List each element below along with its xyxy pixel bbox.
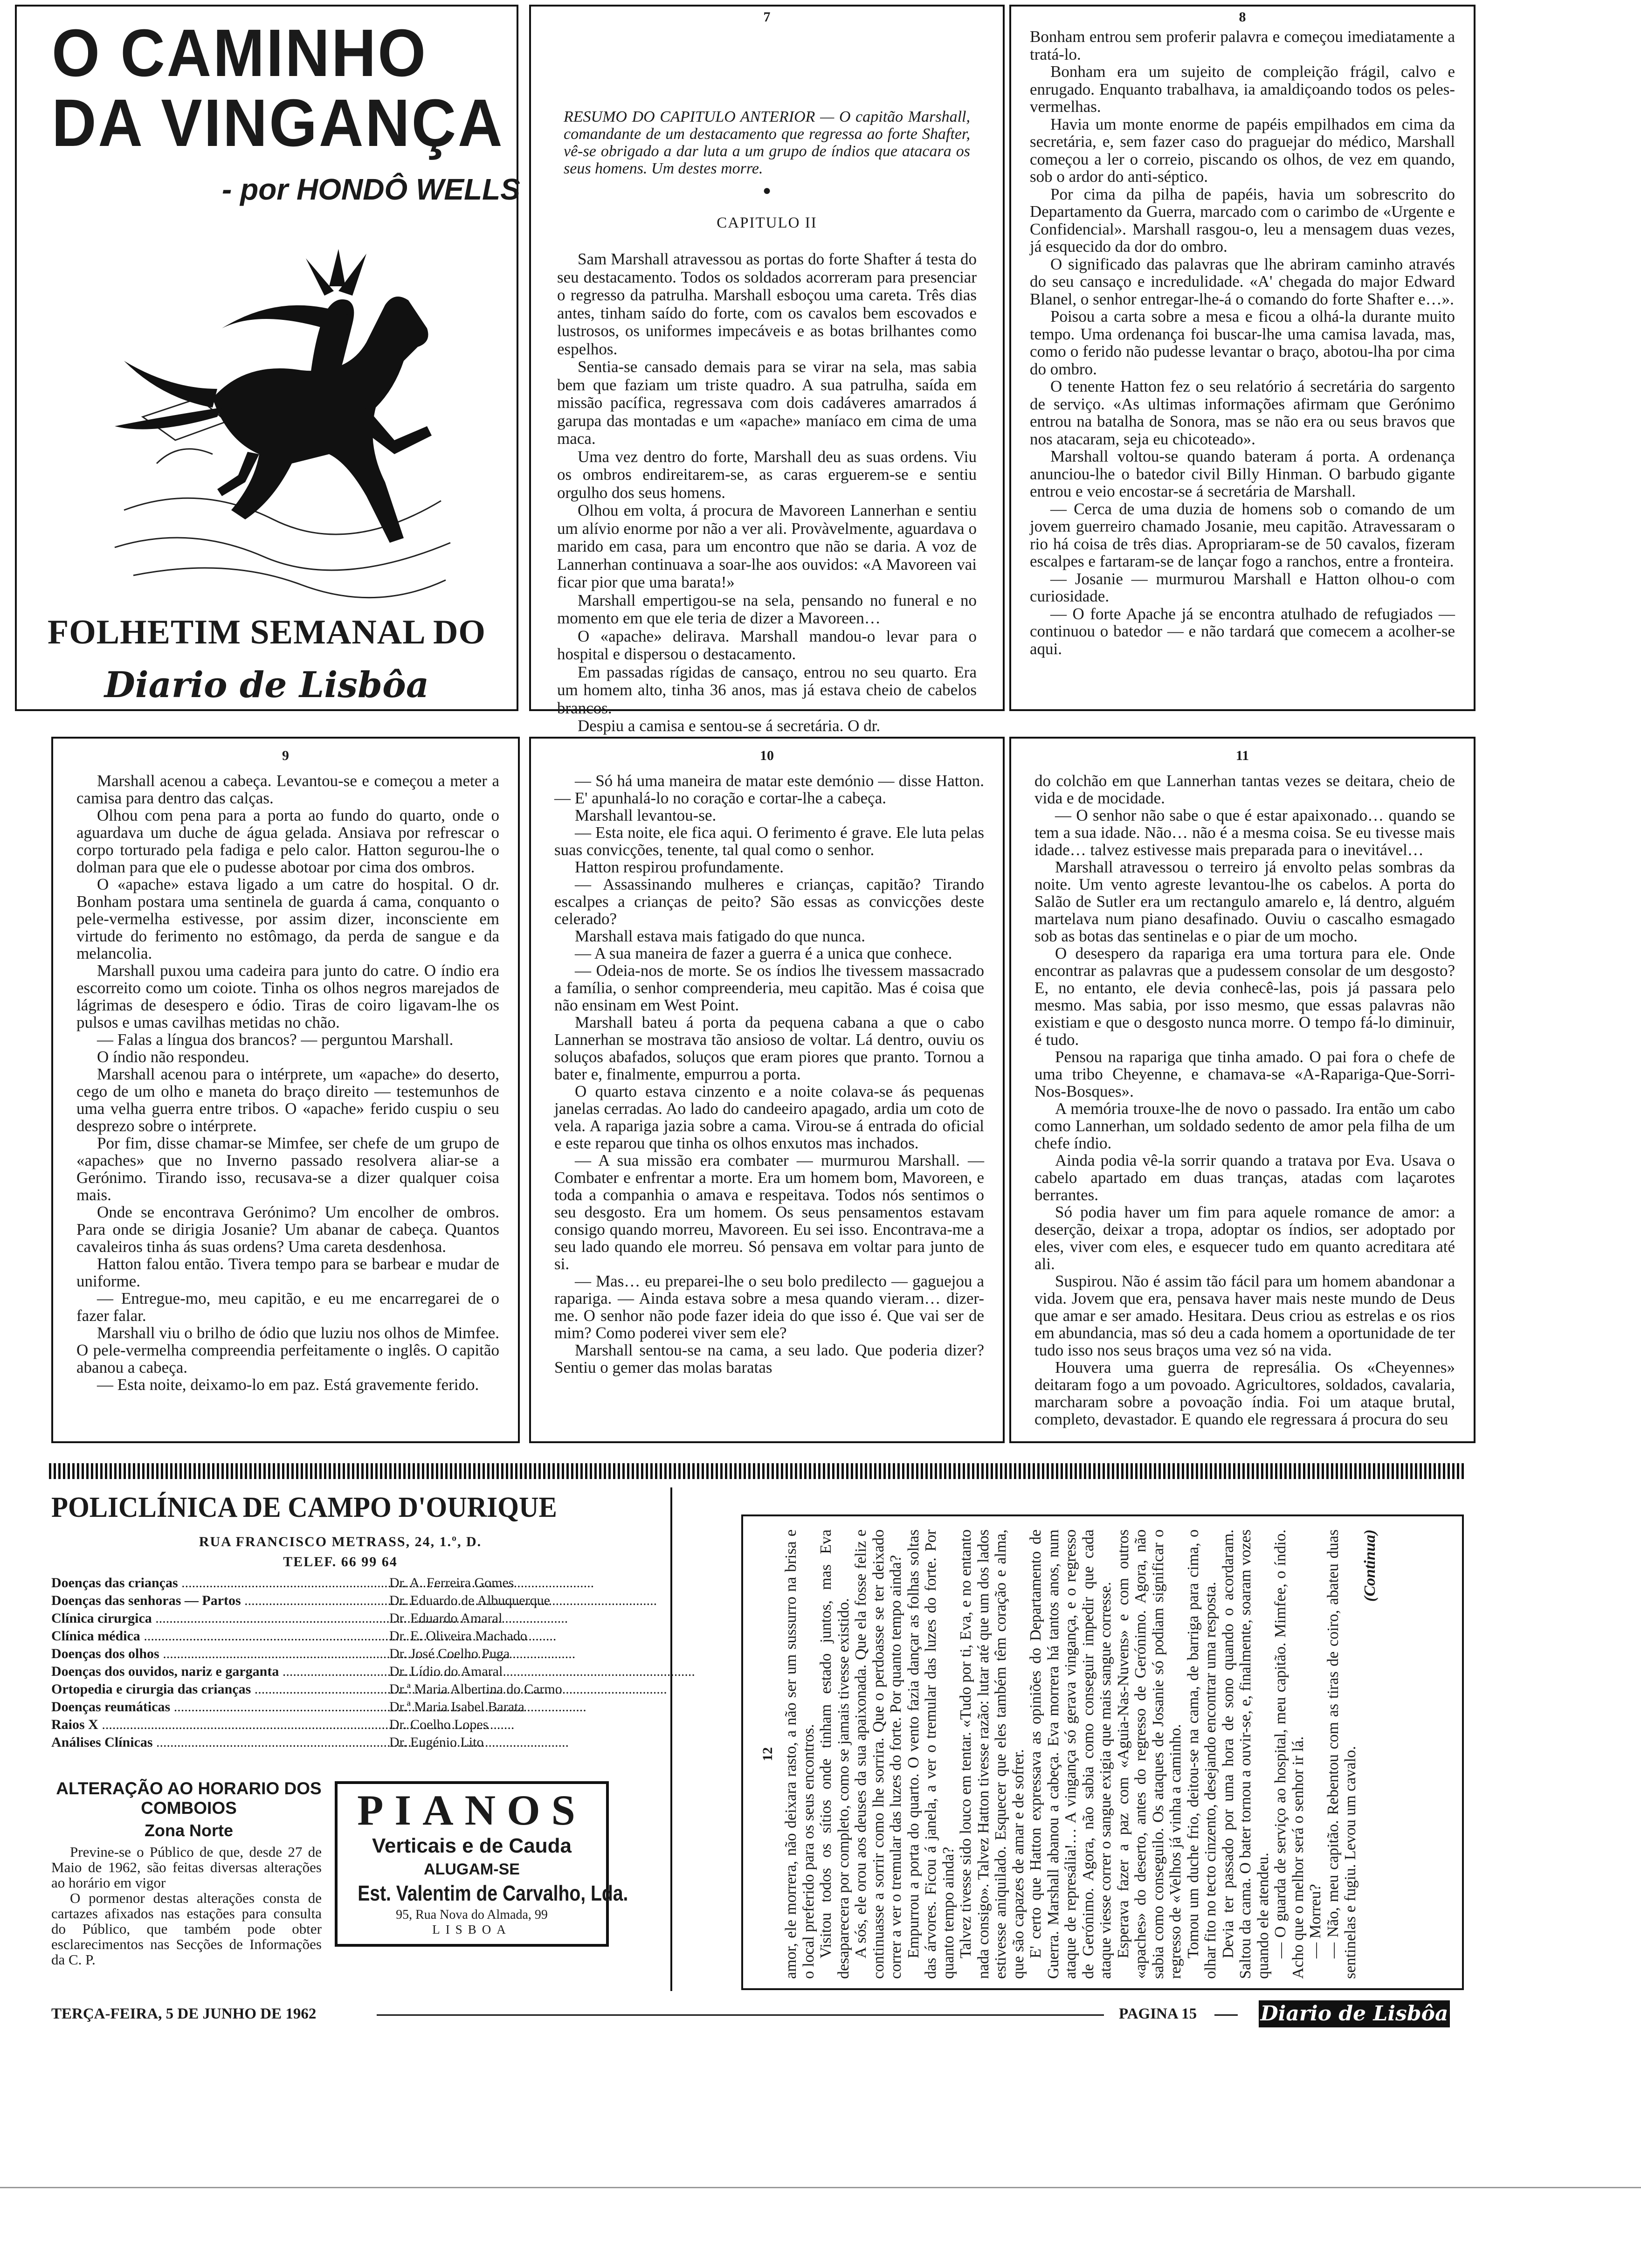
paragraph: Bonham era um sujeito de compleição frágil, calvo e enrugado. Enquanto trabalhava, ia amaldiçoando todos os peles-vermelhas. [1030, 62, 1455, 116]
hatched-divider [49, 1463, 1464, 1479]
doctor: Dr. José Coelho Puga [389, 1646, 510, 1661]
paragraph: Visitou todos os sítios onde tinham estado juntos, mas Eva desaparecera por completo, como se jamais tivesse existido. [817, 1529, 852, 1979]
paragraph: Marshall voltou-se quando bateram á porta. A ordenança anunciou-lhe o batedor civil Billy Hinman. O barbudo gigante entrou e veio encostar-se á secretária de Marshall. [1030, 447, 1455, 500]
paragraph: Hatton falou então. Tivera tempo para se barbear e mudar de uniforme. [76, 1255, 499, 1290]
masthead-logo: Diario de Lisbôa [104, 664, 429, 705]
page-number: 10 [760, 748, 774, 763]
clinic-row [51, 1717, 634, 1735]
page-number: 7 [763, 9, 771, 25]
story-text [1011, 28, 1474, 657]
paragraph: Talvez tivesse sido louco em tentar. «Tudo por ti, Eva, e no entanto nada consigo». Talvez Hatton tivesse razão: lutar até que um dos lados estivesse aniquilado. Esquecer que eles também têm coração e alma, que são capazes de amar e de sofrer. [957, 1529, 1027, 1979]
paragraph: Despiu a camisa e sentou-se á secretária. O dr. [578, 717, 881, 735]
paragraph: Marshall sentou-se na cama, a seu lado. Que poderia dizer? Sentiu o gemer das molas baratas [554, 1341, 984, 1376]
column-rule [670, 1487, 672, 1991]
horario-zone: Zona Norte [144, 1821, 233, 1840]
pianos-title: PIANOS [357, 1786, 586, 1834]
paragraph: Havia um monte enorme de papéis empilhados em cima da secretária, e, sem fazer caso do praguejar do médico, Marshall começou a ler o correio, piscando os olhos, de vez em quando, sob o ardor do anti-séptico. [1030, 115, 1455, 186]
paragraph: Marshall atravessou o terreiro já envolto pelas sombras da noite. Um vento agreste levantou-lhe os cabelos. A porta do Salão de Sutler era um rectangulo amarelo e, lá dentro, alguém martelava num piano desafinado. Ouviu o cascalho esmagado sob as botas das sentinelas e o piar de um mocho. [1034, 858, 1455, 945]
specialty: Doenças das senhoras — Partos ..... [51, 1593, 389, 1609]
paragraph: Por cima da pilha de papéis, havia um sobrescrito do Departamento da Guerra, marcado com o carimbo de «Urgente e Confidencial». Marshall rasgou-o, leu a mensagem duas vezes, já esquecido da dor do ombro. [1030, 185, 1455, 256]
doctor: Dr. E. Oliveira Machado [389, 1628, 527, 1644]
story-text [53, 772, 518, 1393]
doctor: Dr.ª Maria Albertina do Carmo [389, 1681, 562, 1697]
paragraph: — O forte Apache já se encontra atulhado de refugiados — continuou o batedor — e não tardará que comecem a acolher-se aqui. [1030, 604, 1455, 658]
chapter-summary: RESUMO DO CAPITULO ANTERIOR — O capitão Marshall, comandante de um destacamento que regressa ao forte Shafter, vê-se obrigado a dar luta a um grupo de índios que atacara os seus homens. Um destes morre. [564, 108, 970, 177]
specialty: Doenças reumáticas ..... [51, 1699, 389, 1715]
paragraph: Poisou a carta sobre a mesa e ficou a olhá-la durante muito tempo. Uma ordenança foi buscar-lhe uma camisa lavada, mas, como o ferido não pudesse levantar o braço, abotou-lha por cima do ombro. [1030, 307, 1455, 378]
footer-rule [1214, 2014, 1238, 2016]
paragraph: Marshall bateu á porta da pequena cabana a que o cabo Lannerhan se mostrava tão ansioso de voltar. Lá dentro, ouviu os soluços abafados, soluços que eram piores que pranto. Tornou a bater e, finalmente, empurrou a porta. [554, 1013, 984, 1083]
paragraph: — Mas… eu preparei-lhe o seu bolo predilecto — gaguejou a rapariga. — Ainda estava sobre a mesa quando vieram… dizer-me. O senhor não pode fazer ideia do que isso é. Que vai ser de mim? Como poderei viver sem ele? [554, 1272, 984, 1342]
story-text [531, 772, 1003, 1376]
clinic-row [51, 1664, 634, 1681]
paragraph: Marshall viu o brilho de ódio que luziu nos olhos de Mimfee. O pele-vermelha compreendia perfeitamente o inglês. O capitão abanou a cabeça. [76, 1324, 499, 1376]
clinic-row [51, 1681, 634, 1699]
rider-illustration [105, 221, 455, 603]
paragraph: O desespero da rapariga era uma tortura para ele. Onde encontrar as palavras que a pudessem consolar de um desgosto? E, no entanto, ele devia conhecê-las, pois já passara pelo mesmo. Mas sabia, por isso mesmo, que essas palavras não existiam e que o desgosto nunca morre. O tempo fá-lo diminuir, é tudo. [1034, 944, 1455, 1049]
specialty: Doenças das crianças ..... [51, 1575, 389, 1591]
paragraph: Marshall acenou para o intérprete, um «apache» do deserto, cego de um olho e maneta do braço direito — testemunhos de uma velha guerra entre tribos. O «apache» ferido cuspiu o seu desprezo sobre o intérprete. [76, 1065, 499, 1135]
panel-page-7 [529, 5, 1005, 735]
story-text [531, 250, 1003, 735]
doctor: Dr.ª Maria Isabel Barata [389, 1699, 524, 1715]
specialty: Análises Clínicas ..... [51, 1735, 389, 1750]
pianos-address: 95, Rua Nova do Almada, 99 [396, 1908, 548, 1922]
clinic-row [51, 1646, 634, 1664]
rotated-content [743, 1516, 1466, 1992]
pianos-subtitle: Verticais e de Cauda [372, 1834, 572, 1857]
paragraph: Houvera uma guerra de represália. Os «Cheyennes» deitaram fogo a um povoado. Agricultores, soldados, cavalaria, marcharam sobre a povoação índia. Foi um ataque brutal, completo, devastador. E quando ele regressara á procura do seu [1034, 1358, 1455, 1428]
paragraph: Onde se encontrava Gerónimo? Um encolher de ombros. Para onde se dirigia Josanie? Um abanar de cabeça. Quantos cavaleiros tinha ás suas ordens? Uma careta desdenhosa. [76, 1203, 499, 1256]
footer-date: TERÇA-FEIRA, 5 DE JUNHO DE 1962 [51, 2005, 317, 2022]
paragraph: Ainda podia vê-la sorrir quando a tratava por Eva. Usava o cabelo apartado em duas tranças, atadas com laçarotes berrantes. [1034, 1151, 1455, 1204]
doctor: Dr. Lídio do Amaral [389, 1664, 503, 1679]
pianos-city: LISBOA [432, 1922, 511, 1936]
paragraph: Bonham entrou sem proferir palavra e começou imediatamente a tratá-lo. [1030, 28, 1455, 63]
specialty: Clínica cirurgica ..... [51, 1611, 389, 1626]
panel-page-9 [51, 737, 520, 1443]
paragraph: — Esta noite, deixamo-lo em paz. Está gravemente ferido. [97, 1376, 479, 1394]
paragraph: Previne-se o Público de que, desde 27 de Maio de 1962, são feitas diversas alterações ao horário em vigor [51, 1844, 322, 1891]
clinic-row [51, 1611, 634, 1628]
paragraph: — O guarda de serviço ao hospital, meu capitão. Mimfee, o índio. Acho que o melhor será o senhor ir lá. [1272, 1529, 1307, 1979]
paragraph: Marshall puxou uma cadeira para junto do catre. O índio era escorreito como um coiote. Tinha os olhos negros marejados de lágrimas de desespero e ódio. Tiras de coiro ligavam-lhe os pulsos e umas cavilhas metidas no chão. [76, 961, 499, 1031]
paragraph: Devia ter passado por uma hora de sono quando o acordaram. Saltou da cama. O bater tornou a ouvir-se, e, finalmente, soaram vozes quando ele atendeu. [1219, 1529, 1272, 1979]
paragraph: amor, ele morrera, não deixara rasto, a não ser um sussurro na brisa e o local preferido para os seus encontros. [782, 1529, 817, 1979]
horario-text [51, 1844, 322, 1967]
paragraph: Pensou na rapariga que tinha amado. O pai fora o chefe de uma tribo Cheyenne, e chamava-se «A-Rapariga-Que-Sorri-Nos-Bosques». [1034, 1048, 1455, 1100]
paragraph: — Josanie — murmurou Marshall e Hatton olhou-o com curiosidade. [1030, 569, 1455, 605]
byline: - por HONDÔ WELLS [222, 173, 520, 206]
paragraph: A memória trouxe-lhe de novo o passado. Ira então um cabo como Lannerhan, um soldado sedento de amor pela filha de um chefe índio. [1034, 1099, 1455, 1152]
specialty: Doenças dos olhos ..... [51, 1646, 389, 1662]
horario-title: ALTERAÇÃO AO HORARIO DOS COMBOIOS [56, 1779, 322, 1818]
paragraph: — O senhor não sabe o que é estar apaixonado… quando se tem a sua idade. Não… não é a mesma coisa. Se eu tivesse mais idade… talvez estivesse mais preparada para o inevitável… [1034, 806, 1455, 859]
paragraph: Sentia-se cansado demais para se virar na sela, mas sabia bem que faziam um triste quadro. A sua patrulha, saída em missão pacífica, regressava com dois cadáveres amarrados á garupa das montadas e um «apache» maníaco em cima de uma maca. [557, 358, 977, 448]
paragraph: O «apache» estava ligado a um catre do hospital. O dr. Bonham postara uma sentinela de guarda á cama, conquanto o pele-vermelha estivesse, por assim dizer, inconsciente em virtude do ferimento no estômago, da perda de sangue e da melancolia. [76, 875, 499, 962]
paragraph: O significado das palavras que lhe abriram caminho através do seu cansaço e incredulidade. «A' chegada do major Edward Blanel, o senhor entregar-lhe-á o comando do forte Shafter e…». [1030, 255, 1455, 308]
page-number: 8 [1239, 9, 1246, 25]
clinic-row [51, 1735, 634, 1752]
story-text [782, 1529, 1359, 1979]
story-text [1011, 772, 1474, 1428]
paragraph: — Esta noite, ele fica aqui. O ferimento é grave. Ele luta pelas suas convicções, tenente, tal qual como o senhor. [554, 823, 984, 859]
chapter-title: CAPITULO II [717, 214, 817, 231]
paragraph: Olhou em volta, á procura de Mavoreen Lannerhan e sentiu um alívio enorme por não a ver ali. Provàvelmente, aguardava o marido em casa, para um encontro que não se daria. A voz de Lannerhan continuava a soar-lhe aos ouvidos: «A Mavoreen vai ficar pior que uma barata!» [557, 501, 977, 591]
footer-page-number: PAGINA 15 [1119, 2005, 1197, 2022]
paragraph: Marshall empertigou-se na sela, pensando no funeral e no momento em que ele teria de dizer a Mavoreen… [557, 591, 977, 627]
paragraph: O «apache» delirava. Marshall mandou-o levar para o hospital e dispersou o destacamento. [557, 627, 977, 663]
title-line1: O CAMINHO [52, 15, 427, 90]
clinic-row [51, 1628, 634, 1646]
paragraph: Marshall levantou-se. [575, 806, 717, 824]
doctor: Dr. Eduardo Amaral [389, 1611, 503, 1626]
clinic-address: RUA FRANCISCO METRASS, 24, 1.º, D. [199, 1534, 482, 1549]
paragraph: — A sua missão era combater — murmurou Marshall. — Combater e enfrentar a morte. Era um homem bom, Mavoreen, e toda a companhia o amava e respeitava. Todos nós sentimos o seu desgosto. Era um homem. Os seus pensamentos estavam consigo quando morreu, Mavoreen. Eu sei isso. Encontrava-me a seu lado quando ele morreu. Só pensava em voltar para junto de si. [554, 1151, 984, 1273]
paragraph: Tomou um duche frio, deitou-se na cama, de barriga para cima, o olhar fito no tecto cinzento, desejando encontrar uma resposta. [1184, 1529, 1219, 1979]
title-line2: DA VINGANÇA [52, 85, 504, 160]
scan-edge-line [0, 2187, 1641, 2188]
paragraph: O índio não respondeu. [97, 1048, 249, 1066]
doctor: Dr. A. Ferreira Gomes [389, 1575, 514, 1590]
paragraph: do colchão em que Lannerhan tantas vezes se deitara, cheio de vida e de mocidade. [1034, 772, 1455, 807]
footer-masthead-logo: Diario de Lisbôa [1259, 2000, 1450, 2027]
paragraph: Marshall estava mais fatigado do que nunca. [575, 927, 865, 945]
doctor: Dr. Eduardo de Albuquerque [389, 1593, 550, 1608]
paragraph: Suspirou. Não é assim tão fácil para um homem abandonar a vida. Jovem que era, pensava haver mais neste mundo de Deus que amar e ser amado. Hesitara. Deus criou as estrelas e os rios em abundancia, mas só deu a cada homem a oportunidade de ter tudo isso nos seus braços uma vez só na vida. [1034, 1272, 1455, 1359]
paragraph: — Entregue-mo, meu capitão, e eu me encarregarei de o fazer falar. [76, 1289, 499, 1325]
footer-rule [377, 2014, 1104, 2016]
paragraph: Uma vez dentro do forte, Marshall deu as suas ordens. Viu os ombros endireitarem-se, as caras erguerem-se e sentiu orgulho dos seus homens. [557, 447, 977, 502]
clinic-row [51, 1575, 634, 1593]
paragraph: — Cerca de uma duzia de homens sob o comando de um jovem guerreiro chamado Josanie, meu capitão. Atravessaram o rio há coisa de três dias. Apropriaram-se de 50 cavalos, fizeram escalpes e fartaram-se de lançar fogo a ranchos, entre a fronteira. [1030, 499, 1455, 570]
paragraph: Esperava fazer a paz com «Aguia-Nas-Nuvens» e com outros «apaches» do deserto, antes do regresso de Gerónimo. Agora, não sabia como conseguilo. Os ataques de Josanie só podiam significar o regresso de «Velhos já vinha a caminho. [1114, 1529, 1184, 1979]
pianos-ad [335, 1781, 628, 1947]
specialty: Doenças dos ouvidos, nariz e garganta ..... [51, 1664, 389, 1680]
specialty: Raios X ..... [51, 1717, 389, 1733]
paragraph: Em passadas rígidas de cansaço, entrou no seu quarto. Era um homem alto, tinha 36 anos, mas já estava cheio de cabelos brancos. [557, 663, 977, 717]
pianos-company: Est. Valentim de Carvalho, Lda. [358, 1881, 628, 1905]
clinic-row [51, 1699, 634, 1717]
clinic-specialties [51, 1575, 634, 1752]
pianos-rent: ALUGAM-SE [424, 1860, 520, 1878]
paragraph: Sam Marshall atravessou as portas do forte Shafter á testa do seu destacamento. Todos os soldados acorreram para presenciar o regresso da patrulha. Marshall esboçou uma careta. Três dias antes, tinham saído do forte, com os cavalos bem escovados e lustrosos, os uniformes impecáveis e as botas brilhantes como espelhos. [557, 250, 977, 358]
paragraph: Empurrou a porta do quarto. O vento fazia dançar as folhas soltas das árvores. Ficou á janela, a ver o tremular das luzes do forte. Por quanto tempo ainda? [904, 1529, 957, 1979]
page-number: 12 [760, 1747, 775, 1761]
paragraph: — Falas a língua dos brancos? — perguntou Marshall. [97, 1030, 454, 1049]
panel-page-11 [1009, 737, 1476, 1443]
paragraph: — Não, meu capitão. Rebentou com as tiras de coiro, abateu duas sentinelas e fugiu. Levou um cavalo. [1324, 1529, 1359, 1979]
paragraph: O pormenor destas alterações consta de cartazes afixados nas estações para consulta do Público, que também pode obter esclarecimentos nas Secções de Informações da C. P. [51, 1890, 322, 1968]
specialty: Ortopedia e cirurgia das crianças ..... [51, 1681, 389, 1697]
paragraph: — Assassinando mulheres e crianças, capitão? Tirando escalpes a crianças de peito? São essas as convicções deste celerado? [554, 875, 984, 928]
paragraph: — Só há uma maneira de matar este demónio — disse Hatton. — E' apunhalá-lo no coração e cortar-lhe a cabeça. [554, 772, 984, 807]
continua-label: (Continua) [1361, 1529, 1379, 1602]
panel-page-8 [1009, 5, 1476, 711]
paragraph: — Morreu? [1307, 1884, 1324, 1958]
paragraph: — A sua maneira de fazer a guerra é a unica que conhece. [575, 944, 952, 962]
paragraph: O tenente Hatton fez o seu relatório á secretária do sargento de serviço. «As ultimas informações afirmam que Gerónimo entrou na batalha de Sonora, mas se não era ou seus bravos que nos atacaram, seja eu chicoteado». [1030, 377, 1455, 448]
separator-dot: ● [762, 183, 772, 198]
paragraph: Marshall acenou a cabeça. Levantou-se e começou a meter a camisa para dentro das calças. [76, 772, 499, 807]
paragraph: Hatton respirou profundamente. [575, 858, 784, 876]
paragraph: O quarto estava cinzento e a noite colava-se ás pequenas janelas cerradas. Ao lado do candeeiro apagado, ardia um coto de vela. A rapariga jazia sobre a cama. Virou-se á entrada do oficial e este reparou que tinha os olhos enxutos mas inchados. [554, 1082, 984, 1152]
paragraph: Só podia haver um fim para aquele romance de amor: a deserção, deixar a tropa, adoptar os índios, ser adoptado por eles, viver com eles, e esquecer tudo em quanto acreditara até ali. [1034, 1203, 1455, 1273]
specialty: Clínica médica ..... [51, 1628, 389, 1644]
paragraph: — Odeia-nos de morte. Se os índios lhe tivessem massacrado a família, o senhor compreenderia, meu capitão. Mas é coisa que não ensinam em West Point. [554, 961, 984, 1014]
panel-page-12 [741, 1514, 1464, 1990]
title-panel [15, 5, 518, 711]
paragraph: E' certo que Hatton expressava as opiniões do Departamento de Guerra. Marshall abanou a cabeça. Eva morrera há tantos anos, num ataque de represália!… A vingança só gerava vingança, e o regresso de Gerónimo. Agora, não sabia como conseguir impedir que cada ataque viesse correr o sangue exigia que mais sangue corresse. [1027, 1529, 1114, 1979]
clinic-phone: TELEF. 66 99 64 [283, 1554, 398, 1570]
folhetim-label: FOLHETIM SEMANAL DO [48, 613, 486, 651]
clinic-title: POLICLÍNICA DE CAMPO D'OURIQUE [51, 1492, 557, 1523]
page-number: 9 [282, 748, 289, 763]
panel-page-10 [529, 737, 1005, 1443]
paragraph: Olhou com pena para a porta ao fundo do quarto, onde o aguardava um duche de água gelada. Ansiava por refrescar o corpo torturado pela fadiga e pelo calor. Hatton segurou-lhe o dolman para que ele o pudesse abotoar por cima dos ombros. [76, 806, 499, 876]
doctor: Dr. Coelho Lopes [389, 1717, 489, 1732]
paragraph: Por fim, disse chamar-se Mimfee, ser chefe de um grupo de «apaches» que no Inverno passado resolvera aliar-se a Gerónimo. Tirando isso, recusava-se a dizer qualquer coisa mais. [76, 1134, 499, 1204]
clinic-row [51, 1593, 634, 1611]
doctor: Dr. Eugénio Lito [389, 1735, 484, 1750]
page-number: 11 [1235, 748, 1249, 763]
paragraph: A sós, ele orou aos deuses da sua apaixonada. Que ela fosse feliz e continuasse a sorrir como lhe sorrira. Que o perdoasse se ter deixado correr a ver o tremular das luzes do forte. Por quanto tempo ainda? [852, 1529, 904, 1979]
